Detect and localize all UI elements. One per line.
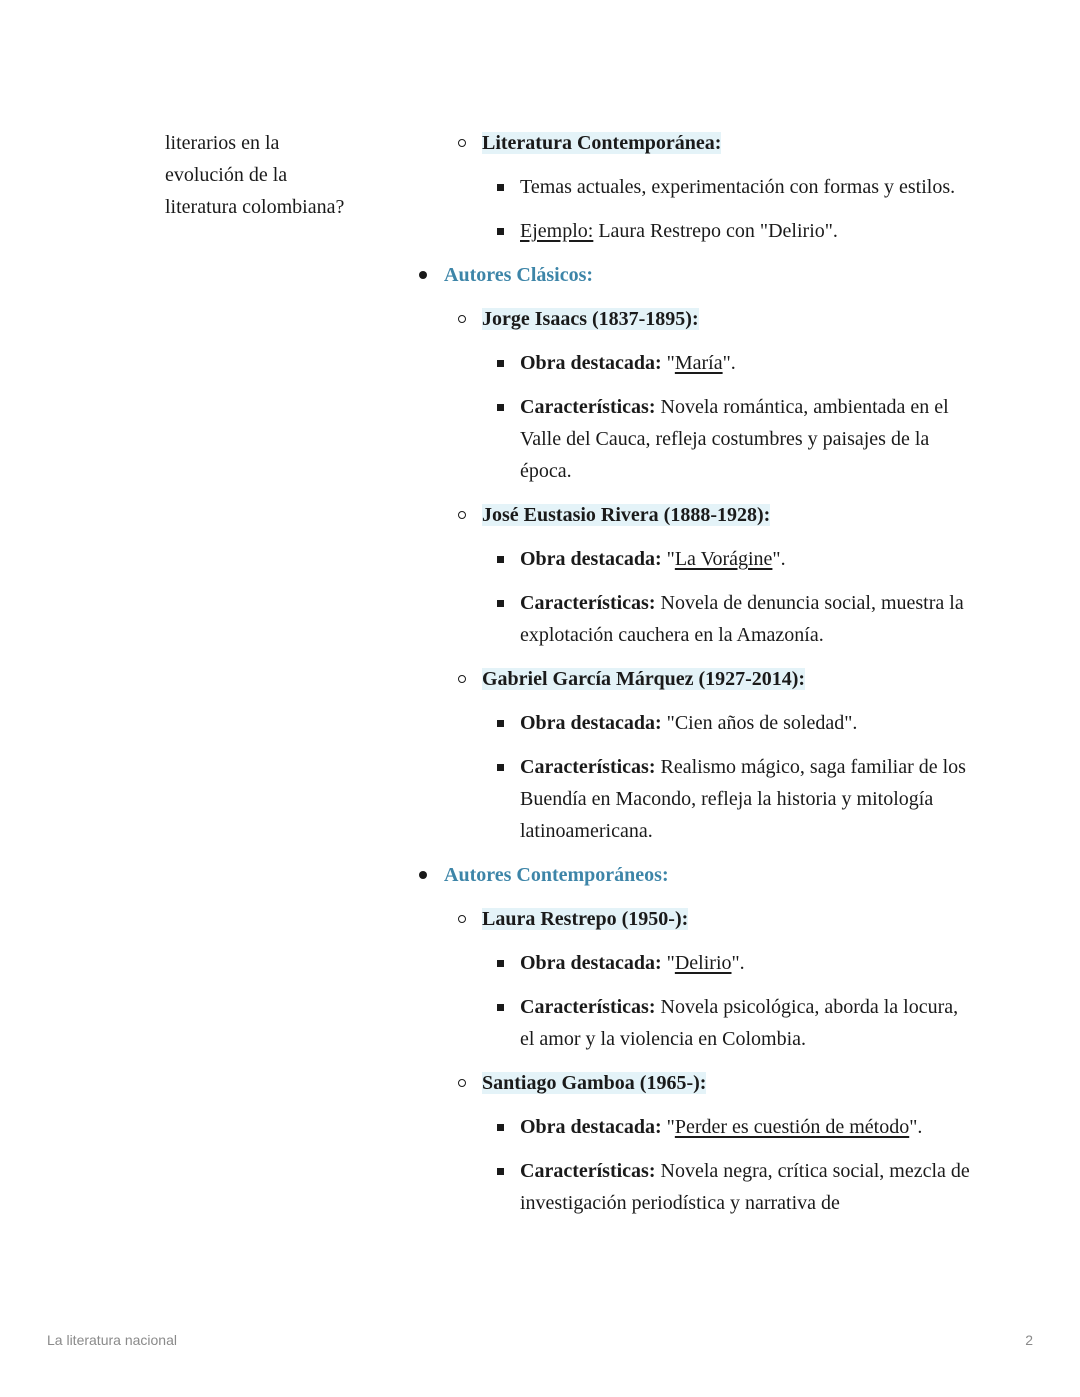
square-bullet-icon [497, 1168, 504, 1175]
example-link[interactable]: Ejemplo: [520, 220, 594, 242]
author-name: Laura Restrepo (1950-): [482, 908, 689, 930]
circle-bullet-icon [458, 1079, 466, 1087]
author-heading [412, 663, 972, 695]
list-item [412, 947, 972, 979]
item-text: ". [772, 548, 786, 570]
subheading-text: Literatura Contemporánea: [482, 132, 722, 154]
list-item [412, 347, 972, 379]
item-label: Obra destacada: [520, 712, 662, 734]
item-label: Características: [520, 396, 656, 418]
circle-bullet-icon [458, 915, 466, 923]
author-heading [412, 1067, 972, 1099]
section-classic-authors [412, 259, 972, 291]
item-text: "Cien años de soledad". [661, 712, 858, 734]
disc-bullet-icon [419, 871, 427, 879]
item-label: Obra destacada: [520, 952, 662, 974]
square-bullet-icon [497, 600, 504, 607]
square-bullet-icon [497, 764, 504, 771]
left-column-fragment [165, 127, 395, 223]
item-text: Temas actuales, experimentación con formas y estilos. [520, 176, 956, 198]
item-text: Novela romántica, ambientada en el Valle del Cauca, refleja costumbres y paisajes de la época. [520, 396, 949, 482]
author-heading [412, 499, 972, 531]
square-bullet-icon [497, 720, 504, 727]
list-item [412, 543, 972, 575]
list-item [412, 587, 972, 651]
item-label: Características: [520, 756, 656, 778]
work-title-link[interactable]: La Vorágine [674, 548, 773, 570]
section-contemporary-authors [412, 859, 972, 891]
item-text: ". [909, 1116, 923, 1138]
square-bullet-icon [497, 360, 504, 367]
footer-page-number: 2 [1025, 1332, 1033, 1348]
item-text: Realismo mágico, saga familiar de los Buendía en Macondo, refleja la historia y mitología latinoamericana. [520, 756, 966, 842]
section-title: Autores Clásicos: [444, 264, 594, 286]
item-text: " [661, 352, 675, 374]
subheading-contemporary-literature [412, 127, 972, 159]
list-item [412, 707, 972, 739]
list-item [412, 991, 972, 1055]
item-text: Novela negra, crítica social, mezcla de investigación periodística y narrativa de [520, 1160, 970, 1214]
left-text-line: literarios en la [165, 132, 280, 154]
item-label: Características: [520, 996, 656, 1018]
circle-bullet-icon [458, 315, 466, 323]
list-item [412, 171, 972, 203]
item-label: Obra destacada: [520, 1116, 662, 1138]
work-title-link[interactable]: María [674, 352, 723, 374]
item-text: ". [722, 352, 736, 374]
item-text: Novela de denuncia social, muestra la explotación cauchera en la Amazonía. [520, 592, 964, 646]
author-heading [412, 303, 972, 335]
section-title: Autores Contemporáneos: [444, 864, 669, 886]
square-bullet-icon [497, 404, 504, 411]
square-bullet-icon [497, 960, 504, 967]
footer-document-title: La literatura nacional [47, 1332, 177, 1348]
circle-bullet-icon [458, 511, 466, 519]
item-label: Obra destacada: [520, 352, 662, 374]
author-heading [412, 903, 972, 935]
item-text: Laura Restrepo con "Delirio". [593, 220, 838, 242]
work-title-link[interactable]: Delirio [674, 952, 732, 974]
list-item [412, 1111, 972, 1143]
list-item [412, 391, 972, 487]
list-item [412, 1155, 972, 1219]
item-text: " [661, 952, 675, 974]
right-column-content [412, 127, 972, 1231]
author-name: José Eustasio Rivera (1888-1928): [482, 504, 771, 526]
square-bullet-icon [497, 184, 504, 191]
square-bullet-icon [497, 556, 504, 563]
item-text: ". [731, 952, 745, 974]
work-title-link[interactable]: Perder es cuestión de método [674, 1116, 910, 1138]
item-label: Características: [520, 1160, 656, 1182]
square-bullet-icon [497, 1004, 504, 1011]
disc-bullet-icon [419, 271, 427, 279]
item-label: Obra destacada: [520, 548, 662, 570]
author-name: Gabriel García Márquez (1927-2014): [482, 668, 806, 690]
left-text-line: literatura colombiana? [165, 196, 345, 218]
left-text-line: evolución de la [165, 164, 288, 186]
circle-bullet-icon [458, 139, 466, 147]
circle-bullet-icon [458, 675, 466, 683]
author-name: Jorge Isaacs (1837-1895): [482, 308, 699, 330]
item-label: Características: [520, 592, 656, 614]
item-text: " [661, 548, 675, 570]
square-bullet-icon [497, 228, 504, 235]
author-name: Santiago Gamboa (1965-): [482, 1072, 707, 1094]
square-bullet-icon [497, 1124, 504, 1131]
list-item [412, 751, 972, 847]
item-text: Novela psicológica, aborda la locura, el amor y la violencia en Colombia. [520, 996, 959, 1050]
item-text: " [661, 1116, 675, 1138]
list-item [412, 215, 972, 247]
